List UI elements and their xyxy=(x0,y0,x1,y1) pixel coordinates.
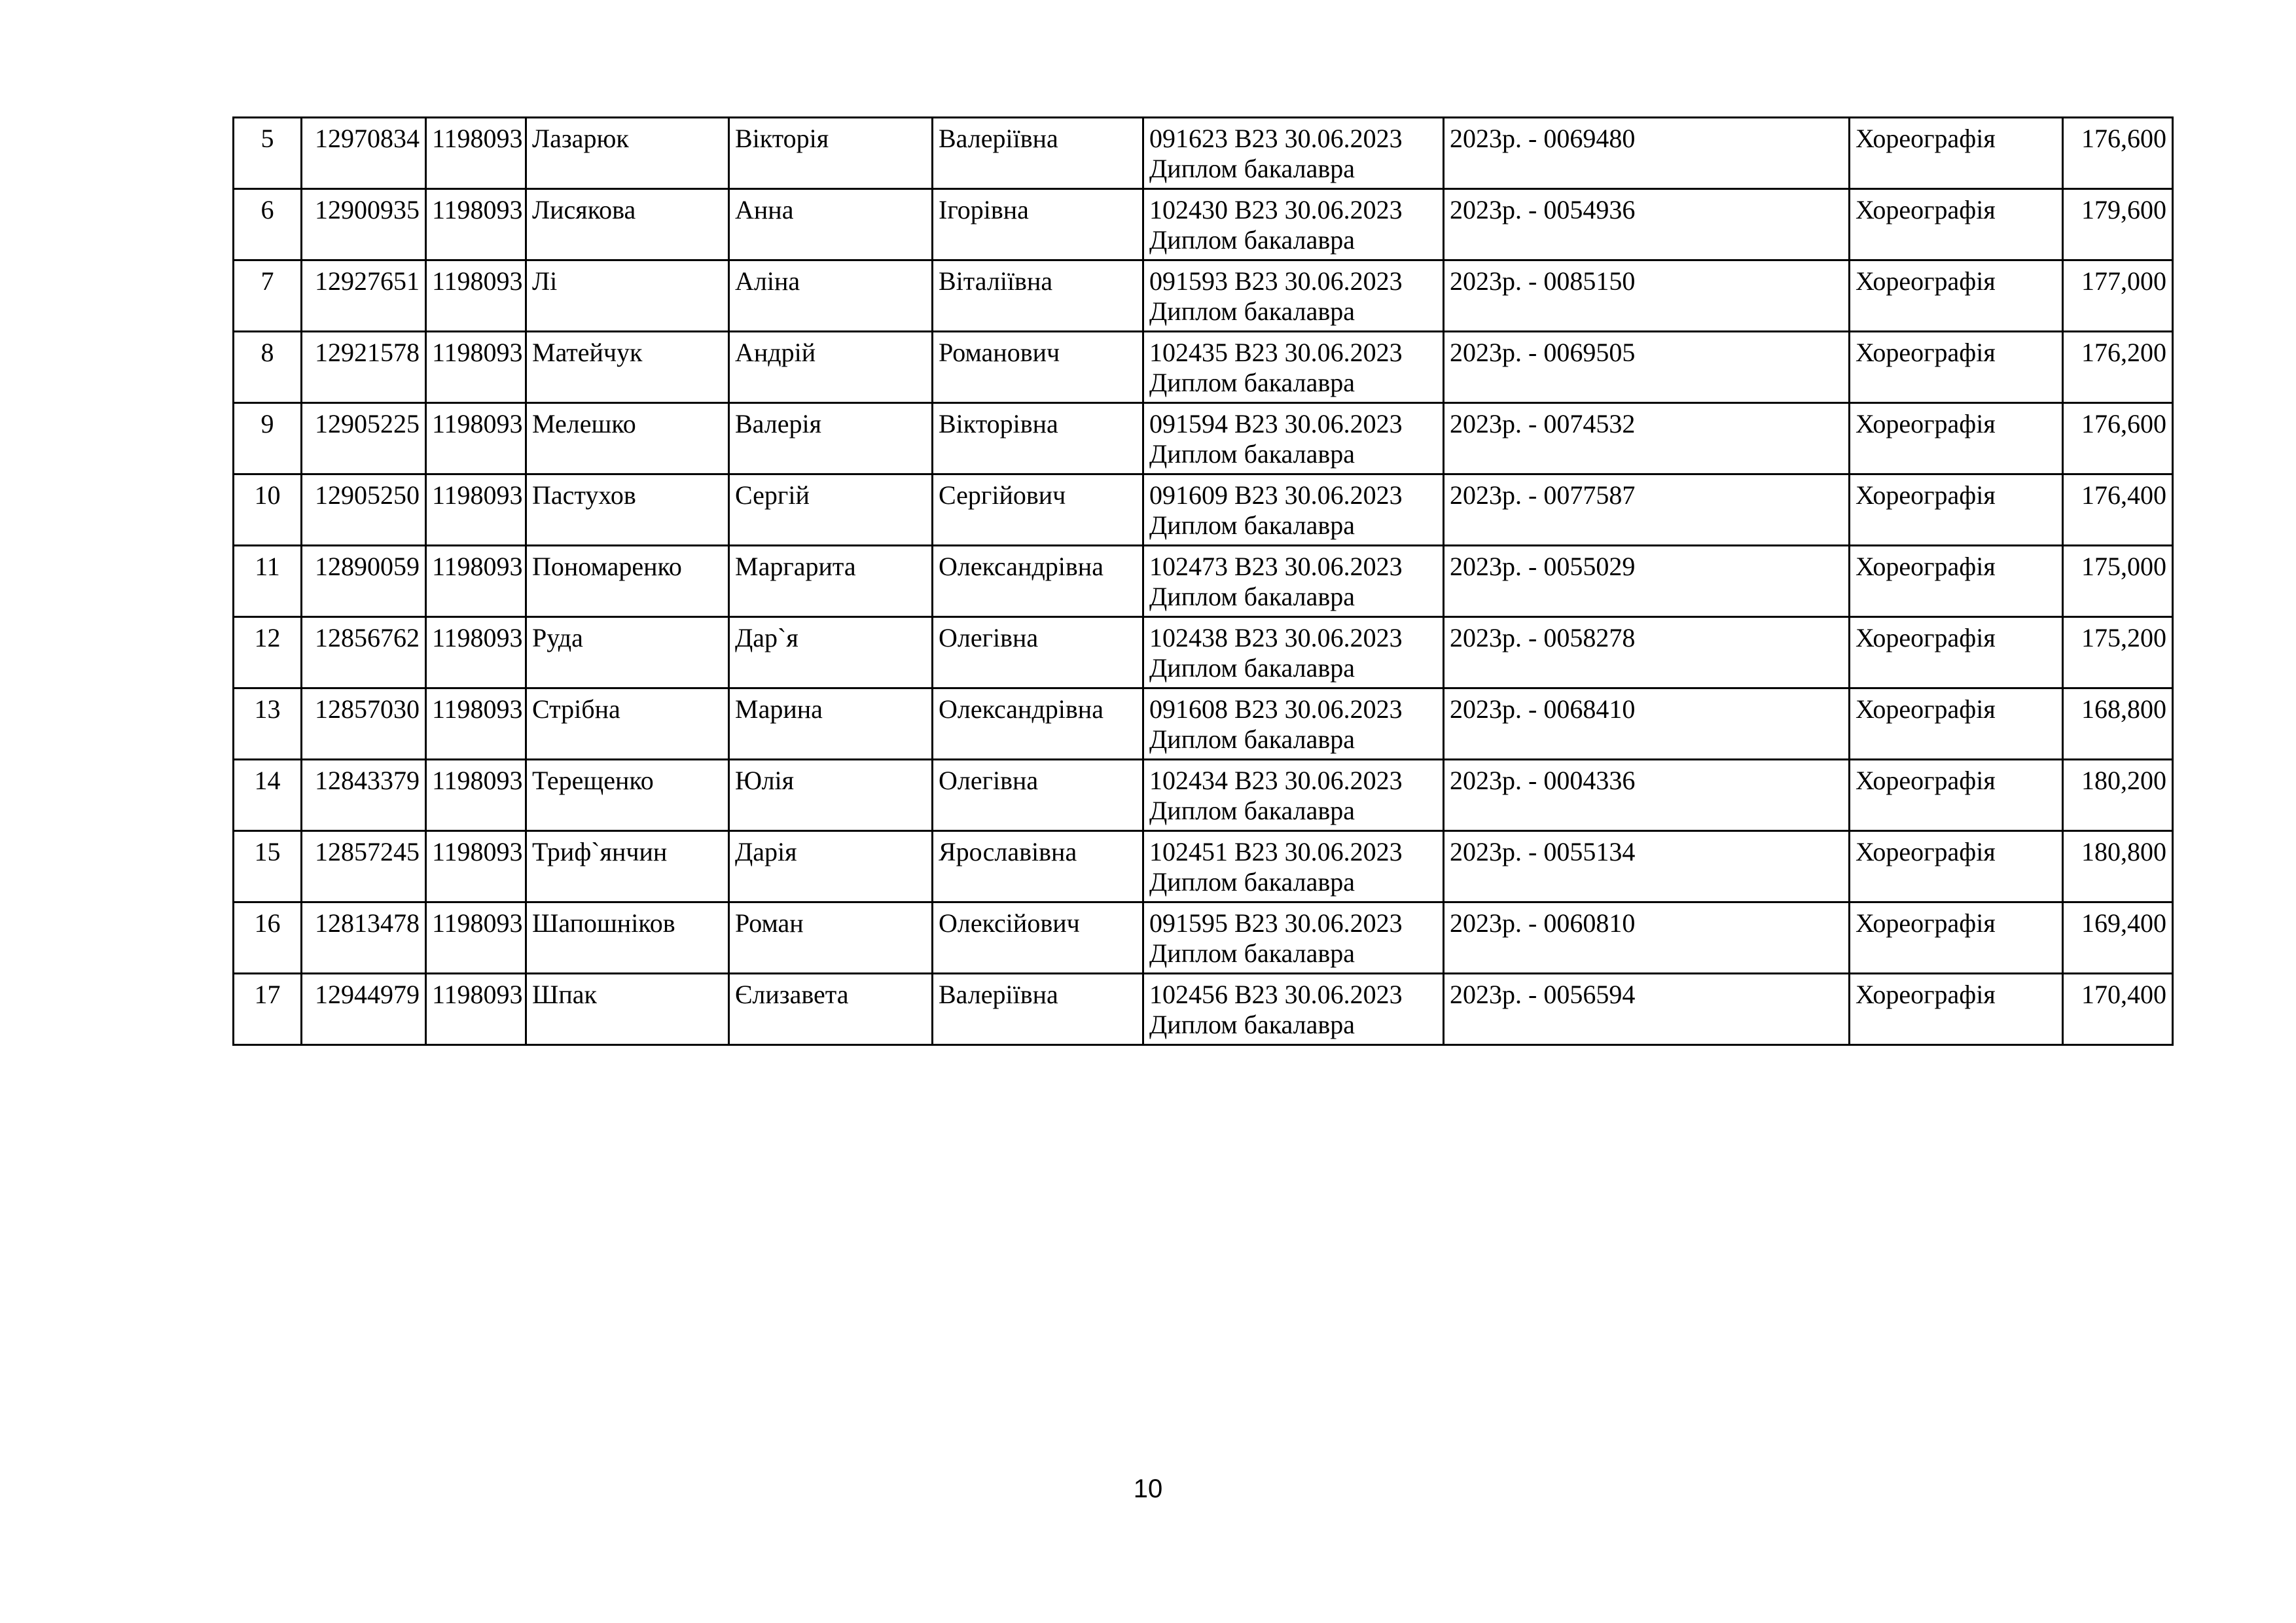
patronymic-cell: Ігорівна xyxy=(933,189,1143,260)
document-cell: 102451 В23 30.06.2023 Диплом бакалавра xyxy=(1143,831,1444,902)
score-cell: 180,200 xyxy=(2063,760,2173,831)
program-code-cell: 1198093 xyxy=(426,260,526,332)
patronymic-cell: Олексійович xyxy=(933,902,1143,974)
table-row xyxy=(234,332,2173,403)
program-code-cell: 1198093 xyxy=(426,546,526,617)
applicant-id-cell: 12905225 xyxy=(302,403,426,474)
table-row xyxy=(234,760,2173,831)
specialty-cell: Хореографія xyxy=(1850,332,2063,403)
certificate-ref-cell: 2023р. - 0058278 xyxy=(1444,617,1850,688)
applicant-id-cell: 12927651 xyxy=(302,260,426,332)
specialty-cell: Хореографія xyxy=(1850,617,2063,688)
program-code-cell: 1198093 xyxy=(426,831,526,902)
surname-cell: Пономаренко xyxy=(526,546,729,617)
first-name-cell: Сергій xyxy=(729,474,933,546)
first-name-cell: Маргарита xyxy=(729,546,933,617)
applicant-id-cell: 12856762 xyxy=(302,617,426,688)
patronymic-cell: Олександрівна xyxy=(933,546,1143,617)
first-name-cell: Дар`я xyxy=(729,617,933,688)
row-number-cell: 17 xyxy=(234,974,302,1045)
specialty-cell: Хореографія xyxy=(1850,118,2063,189)
row-number-cell: 10 xyxy=(234,474,302,546)
certificate-ref-cell: 2023р. - 0074532 xyxy=(1444,403,1850,474)
score-cell: 176,400 xyxy=(2063,474,2173,546)
surname-cell: Лисякова xyxy=(526,189,729,260)
applicant-id-cell: 12905250 xyxy=(302,474,426,546)
row-number-cell: 6 xyxy=(234,189,302,260)
surname-cell: Лазарюк xyxy=(526,118,729,189)
patronymic-cell: Сергійович xyxy=(933,474,1143,546)
applicant-id-cell: 12944979 xyxy=(302,974,426,1045)
certificate-ref-cell: 2023р. - 0055134 xyxy=(1444,831,1850,902)
applicants-table xyxy=(232,116,2174,1046)
document-cell: 102473 В23 30.06.2023 Диплом бакалавра xyxy=(1143,546,1444,617)
first-name-cell: Аліна xyxy=(729,260,933,332)
table-row xyxy=(234,546,2173,617)
first-name-cell: Анна xyxy=(729,189,933,260)
first-name-cell: Дарія xyxy=(729,831,933,902)
document-cell: 102438 В23 30.06.2023 Диплом бакалавра xyxy=(1143,617,1444,688)
row-number-cell: 7 xyxy=(234,260,302,332)
score-cell: 176,600 xyxy=(2063,118,2173,189)
surname-cell: Руда xyxy=(526,617,729,688)
document-cell: 091595 В23 30.06.2023 Диплом бакалавра xyxy=(1143,902,1444,974)
first-name-cell: Андрій xyxy=(729,332,933,403)
applicant-id-cell: 12857245 xyxy=(302,831,426,902)
program-code-cell: 1198093 xyxy=(426,760,526,831)
table-row xyxy=(234,118,2173,189)
applicant-id-cell: 12921578 xyxy=(302,332,426,403)
document-cell: 091594 В23 30.06.2023 Диплом бакалавра xyxy=(1143,403,1444,474)
surname-cell: Мелешко xyxy=(526,403,729,474)
certificate-ref-cell: 2023р. - 0069480 xyxy=(1444,118,1850,189)
score-cell: 180,800 xyxy=(2063,831,2173,902)
row-number-cell: 5 xyxy=(234,118,302,189)
document-cell: 102456 В23 30.06.2023 Диплом бакалавра xyxy=(1143,974,1444,1045)
specialty-cell: Хореографія xyxy=(1850,760,2063,831)
table-row xyxy=(234,474,2173,546)
table-row xyxy=(234,617,2173,688)
specialty-cell: Хореографія xyxy=(1850,974,2063,1045)
table-row xyxy=(234,831,2173,902)
program-code-cell: 1198093 xyxy=(426,474,526,546)
first-name-cell: Юлія xyxy=(729,760,933,831)
specialty-cell: Хореографія xyxy=(1850,403,2063,474)
document-cell: 091609 В23 30.06.2023 Диплом бакалавра xyxy=(1143,474,1444,546)
row-number-cell: 9 xyxy=(234,403,302,474)
certificate-ref-cell: 2023р. - 0068410 xyxy=(1444,688,1850,760)
table-row xyxy=(234,902,2173,974)
specialty-cell: Хореографія xyxy=(1850,831,2063,902)
certificate-ref-cell: 2023р. - 0056594 xyxy=(1444,974,1850,1045)
first-name-cell: Марина xyxy=(729,688,933,760)
applicant-id-cell: 12900935 xyxy=(302,189,426,260)
surname-cell: Триф`янчин xyxy=(526,831,729,902)
score-cell: 175,000 xyxy=(2063,546,2173,617)
table-row xyxy=(234,403,2173,474)
page-number: 10 xyxy=(1133,1474,1163,1503)
surname-cell: Стрібна xyxy=(526,688,729,760)
document-cell: 102430 В23 30.06.2023 Диплом бакалавра xyxy=(1143,189,1444,260)
table-row xyxy=(234,189,2173,260)
program-code-cell: 1198093 xyxy=(426,332,526,403)
specialty-cell: Хореографія xyxy=(1850,546,2063,617)
document-cell: 091608 В23 30.06.2023 Диплом бакалавра xyxy=(1143,688,1444,760)
row-number-cell: 13 xyxy=(234,688,302,760)
certificate-ref-cell: 2023р. - 0060810 xyxy=(1444,902,1850,974)
surname-cell: Шапошніков xyxy=(526,902,729,974)
document-cell: 091623 В23 30.06.2023 Диплом бакалавра xyxy=(1143,118,1444,189)
row-number-cell: 14 xyxy=(234,760,302,831)
first-name-cell: Роман xyxy=(729,902,933,974)
table-body xyxy=(234,118,2173,1045)
specialty-cell: Хореографія xyxy=(1850,688,2063,760)
program-code-cell: 1198093 xyxy=(426,617,526,688)
surname-cell: Терещенко xyxy=(526,760,729,831)
table-row xyxy=(234,688,2173,760)
score-cell: 179,600 xyxy=(2063,189,2173,260)
program-code-cell: 1198093 xyxy=(426,688,526,760)
patronymic-cell: Романович xyxy=(933,332,1143,403)
patronymic-cell: Ярославівна xyxy=(933,831,1143,902)
program-code-cell: 1198093 xyxy=(426,403,526,474)
program-code-cell: 1198093 xyxy=(426,974,526,1045)
patronymic-cell: Олександрівна xyxy=(933,688,1143,760)
program-code-cell: 1198093 xyxy=(426,902,526,974)
first-name-cell: Єлизавета xyxy=(729,974,933,1045)
specialty-cell: Хореографія xyxy=(1850,260,2063,332)
first-name-cell: Валерія xyxy=(729,403,933,474)
program-code-cell: 1198093 xyxy=(426,189,526,260)
score-cell: 176,600 xyxy=(2063,403,2173,474)
score-cell: 168,800 xyxy=(2063,688,2173,760)
patronymic-cell: Вікторівна xyxy=(933,403,1143,474)
certificate-ref-cell: 2023р. - 0004336 xyxy=(1444,760,1850,831)
applicant-id-cell: 12813478 xyxy=(302,902,426,974)
score-cell: 169,400 xyxy=(2063,902,2173,974)
program-code-cell: 1198093 xyxy=(426,118,526,189)
row-number-cell: 16 xyxy=(234,902,302,974)
patronymic-cell: Валеріївна xyxy=(933,974,1143,1045)
patronymic-cell: Олегівна xyxy=(933,617,1143,688)
applicant-id-cell: 12890059 xyxy=(302,546,426,617)
row-number-cell: 11 xyxy=(234,546,302,617)
certificate-ref-cell: 2023р. - 0054936 xyxy=(1444,189,1850,260)
certificate-ref-cell: 2023р. - 0069505 xyxy=(1444,332,1850,403)
document-cell: 102435 В23 30.06.2023 Диплом бакалавра xyxy=(1143,332,1444,403)
patronymic-cell: Валеріївна xyxy=(933,118,1143,189)
row-number-cell: 15 xyxy=(234,831,302,902)
applicant-id-cell: 12843379 xyxy=(302,760,426,831)
specialty-cell: Хореографія xyxy=(1850,902,2063,974)
patronymic-cell: Віталіївна xyxy=(933,260,1143,332)
certificate-ref-cell: 2023р. - 0077587 xyxy=(1444,474,1850,546)
surname-cell: Пастухов xyxy=(526,474,729,546)
applicant-id-cell: 12970834 xyxy=(302,118,426,189)
row-number-cell: 12 xyxy=(234,617,302,688)
score-cell: 175,200 xyxy=(2063,617,2173,688)
certificate-ref-cell: 2023р. - 0055029 xyxy=(1444,546,1850,617)
surname-cell: Шпак xyxy=(526,974,729,1045)
table-row xyxy=(234,974,2173,1045)
specialty-cell: Хореографія xyxy=(1850,474,2063,546)
score-cell: 170,400 xyxy=(2063,974,2173,1045)
surname-cell: Лі xyxy=(526,260,729,332)
score-cell: 176,200 xyxy=(2063,332,2173,403)
first-name-cell: Вікторія xyxy=(729,118,933,189)
certificate-ref-cell: 2023р. - 0085150 xyxy=(1444,260,1850,332)
document-cell: 102434 В23 30.06.2023 Диплом бакалавра xyxy=(1143,760,1444,831)
patronymic-cell: Олегівна xyxy=(933,760,1143,831)
table-row xyxy=(234,260,2173,332)
applicant-id-cell: 12857030 xyxy=(302,688,426,760)
specialty-cell: Хореографія xyxy=(1850,189,2063,260)
surname-cell: Матейчук xyxy=(526,332,729,403)
document-cell: 091593 В23 30.06.2023 Диплом бакалавра xyxy=(1143,260,1444,332)
row-number-cell: 8 xyxy=(234,332,302,403)
score-cell: 177,000 xyxy=(2063,260,2173,332)
